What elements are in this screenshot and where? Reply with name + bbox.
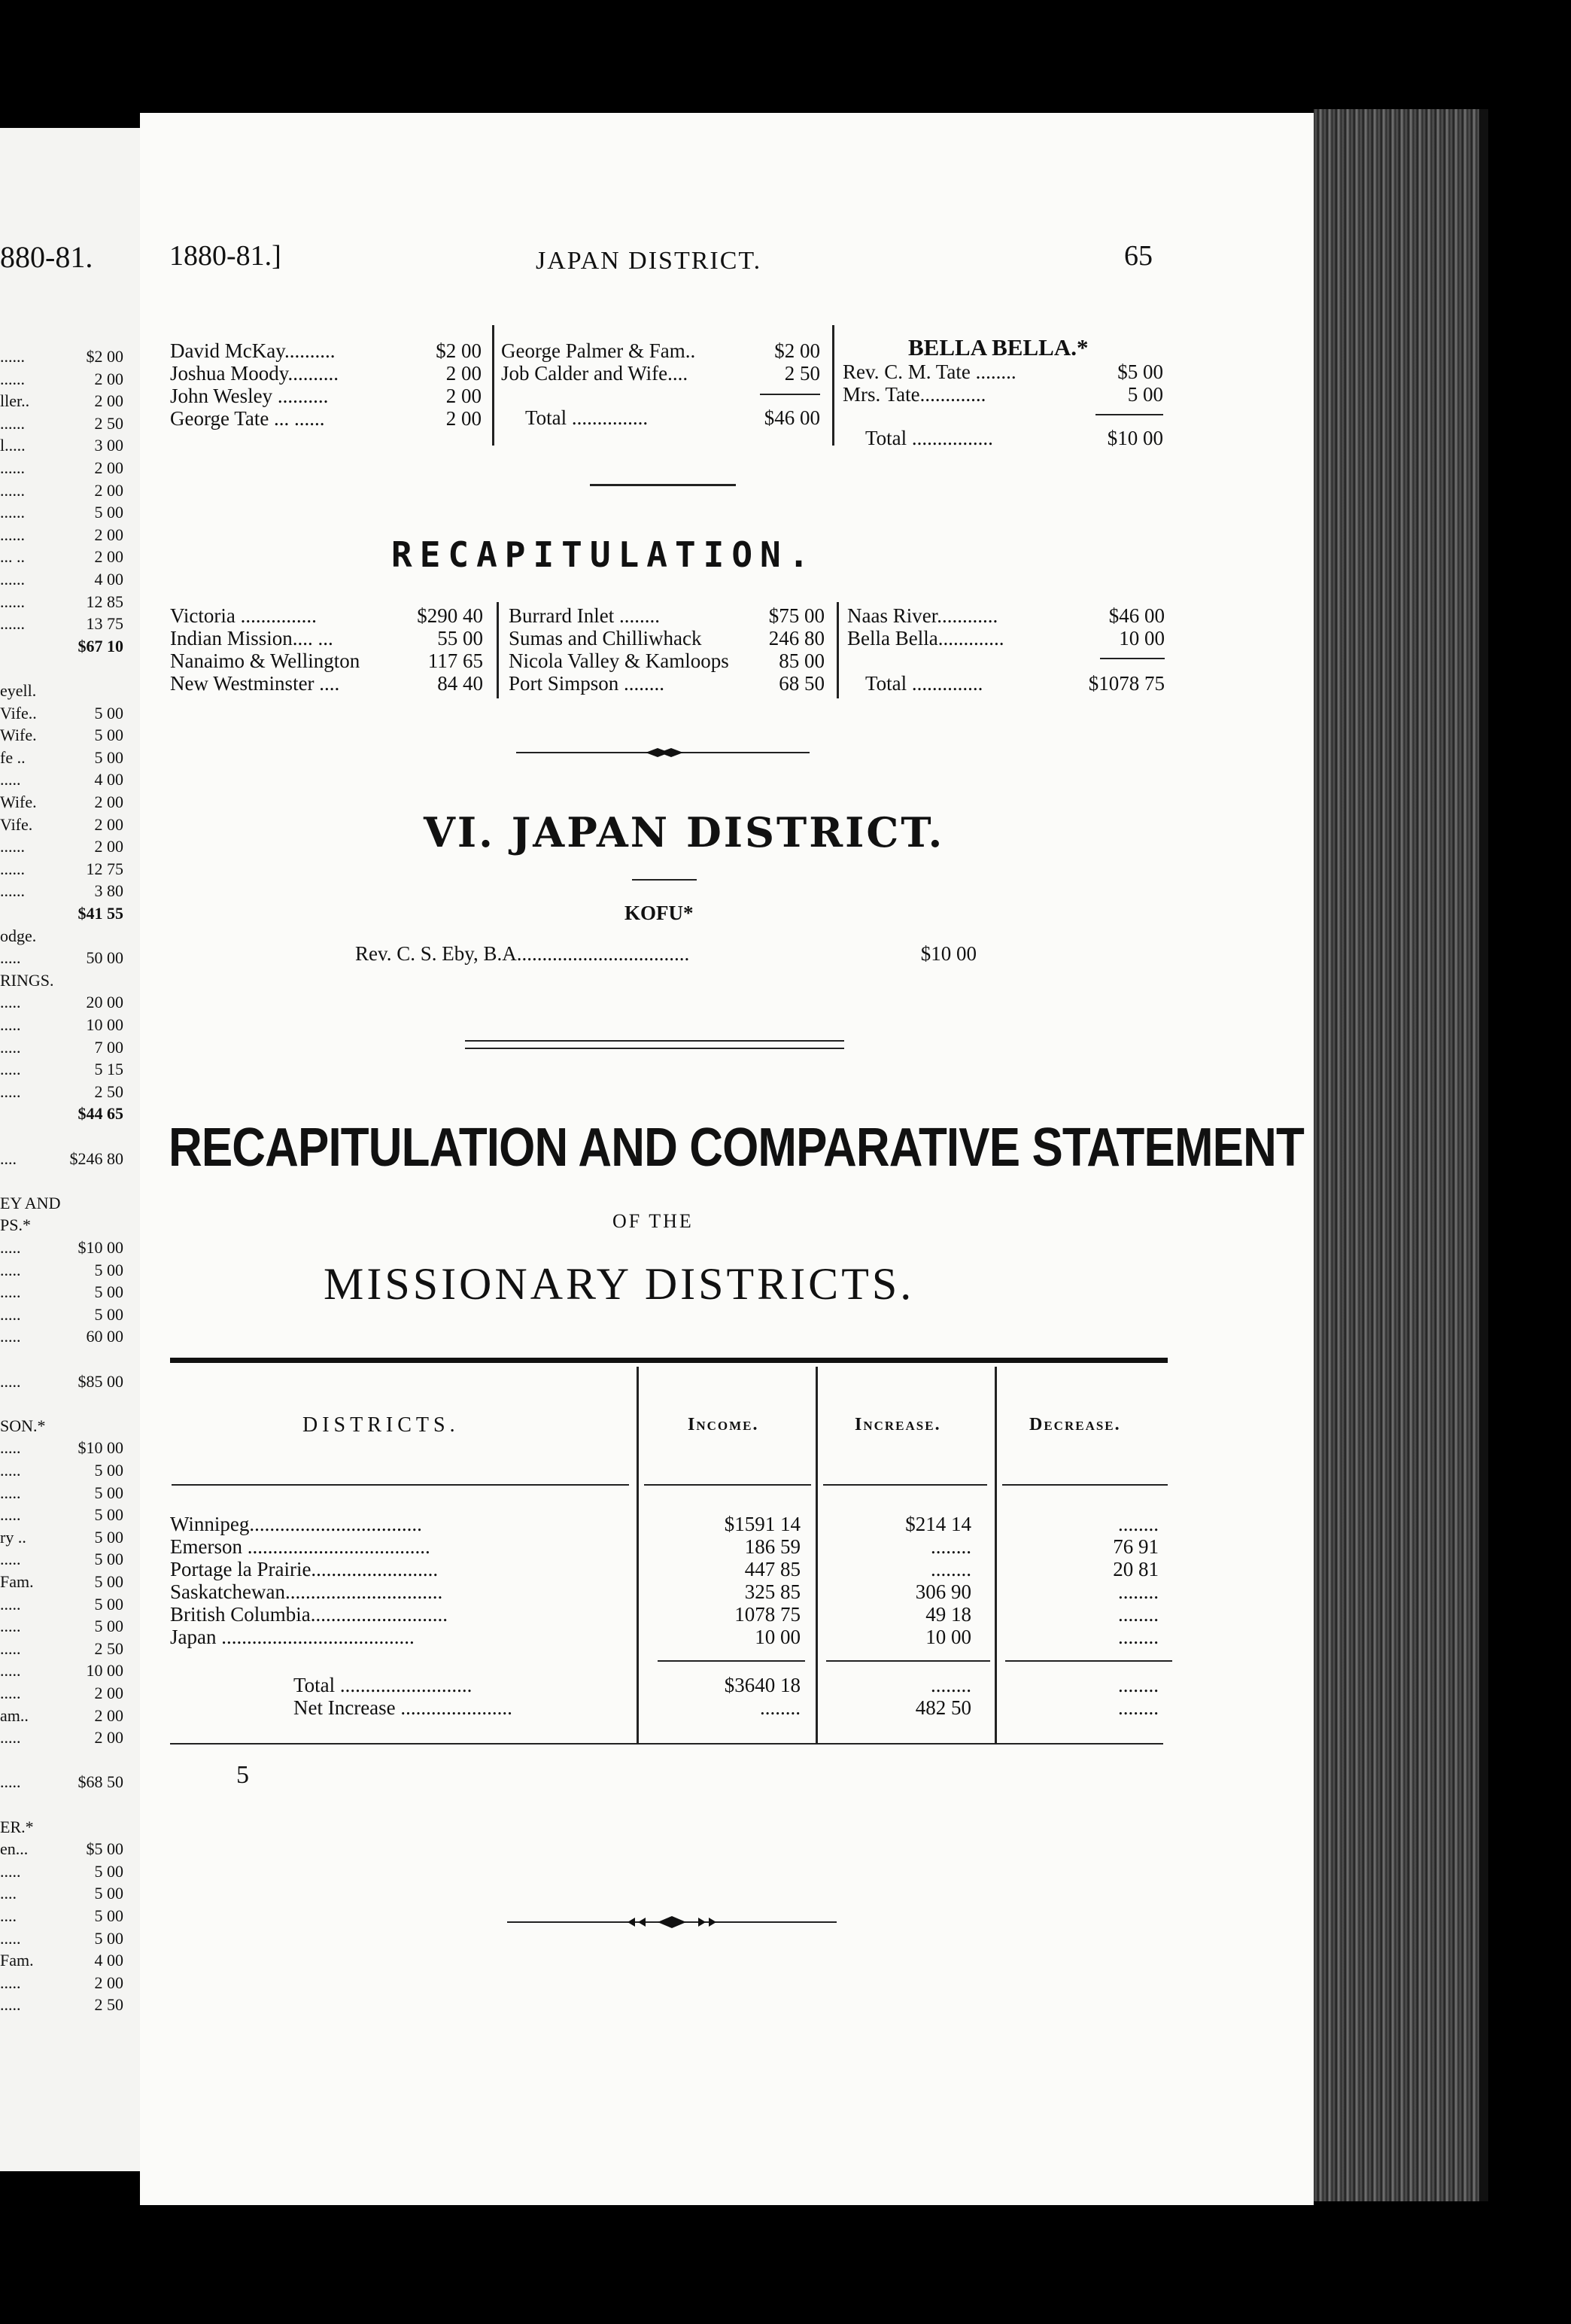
- kofu-heading: KOFU*: [624, 902, 694, 924]
- left-list-item: ..... 5 00: [0, 1617, 123, 1636]
- left-list-item: ...... 4 00: [0, 570, 123, 589]
- left-list-item: EY AND: [0, 1193, 61, 1212]
- table-row: Emerson .................................... 186 59 ........ 76 91: [170, 1535, 1159, 1558]
- left-list-item: eyell.: [0, 681, 37, 700]
- left-list-item: Wife. 5 00: [0, 725, 123, 745]
- column-header-income: Income.: [688, 1415, 759, 1434]
- table-row: Portage la Prairie......................... 447 85 ........ 20 81: [170, 1558, 1159, 1580]
- left-list-item: fe .. 5 00: [0, 747, 123, 767]
- double-rule-bottom: [465, 1048, 844, 1049]
- left-list-item: ..... 5 00: [0, 1861, 123, 1881]
- left-list-item: ..... 7 00: [0, 1037, 123, 1057]
- left-list-item: ...... 13 75: [0, 614, 123, 634]
- left-list-item: Wife. 2 00: [0, 792, 123, 811]
- page-number: 65: [1124, 240, 1153, 272]
- separator-rule: [632, 879, 697, 881]
- table-row: Winnipeg.................................. $1591 14 $214 14 ........: [170, 1513, 1159, 1535]
- header-underline: [644, 1484, 811, 1486]
- statement-of-the: OF THE: [612, 1210, 694, 1232]
- list-item: Sumas and Chilliwhack 246 80: [509, 627, 825, 649]
- left-list-item: ..... $10 00: [0, 1238, 123, 1257]
- left-list-item: ..... 2 00: [0, 1684, 123, 1702]
- subtotal-rule: [1095, 414, 1163, 415]
- left-list-item: ..... 60 00: [0, 1327, 123, 1346]
- left-list-item: ..... 2 00: [0, 1973, 123, 1992]
- left-list-item: [0, 1750, 123, 1771]
- list-item: Indian Mission.... ... 55 00: [170, 627, 483, 649]
- left-list-item: ..... 5 00: [0, 1304, 123, 1324]
- list-item: Burrard Inlet ........ $75 00: [509, 604, 825, 627]
- left-list-item: RINGS.: [0, 970, 54, 990]
- left-list-item: ..... 5 00: [0, 1928, 123, 1948]
- list-item: Rev. C. S. Eby, B.A.................................. $10 00: [355, 942, 977, 965]
- left-list-item: Fam. 5 00: [0, 1572, 123, 1591]
- table-bottom-rule: [170, 1743, 1163, 1745]
- sum-rule: [826, 1660, 990, 1662]
- left-list-item: $41 55: [77, 904, 123, 923]
- sum-rule: [658, 1660, 805, 1662]
- left-list-item: ..... 5 00: [0, 1282, 123, 1302]
- left-list-item: ..... 5 00: [0, 1483, 123, 1502]
- left-list-item: .... $246 80: [0, 1148, 123, 1168]
- left-list-item: PS.*: [0, 1215, 31, 1235]
- left-list-item: ER.*: [0, 1817, 34, 1836]
- list-item: Joshua Moody.......... 2 00: [170, 362, 482, 385]
- book-edge-shadow: [1479, 109, 1488, 2201]
- ornament-divider: [507, 1913, 837, 1931]
- left-list-item: [0, 1126, 123, 1147]
- left-list-item: en... $5 00: [0, 1839, 123, 1859]
- total-row: Total ............... $46 00: [525, 406, 820, 429]
- double-rule-top: [465, 1040, 844, 1042]
- left-list-item: ..... 2 50: [0, 1638, 123, 1658]
- left-list-item: $44 65: [77, 1104, 123, 1124]
- header-underline: [823, 1484, 987, 1486]
- left-list-item: ..... $10 00: [0, 1438, 123, 1458]
- left-list-item: ..... 5 00: [0, 1550, 123, 1569]
- left-list-item: ..... 5 00: [0, 1260, 123, 1279]
- list-item: Nanaimo & Wellington 117 65: [170, 649, 483, 672]
- left-list-item: ..... 50 00: [0, 948, 123, 968]
- list-item: Naas River............ $46 00: [847, 604, 1165, 627]
- list-item: Victoria ............... $290 40: [170, 604, 483, 627]
- left-list-item: ..... 5 15: [0, 1060, 123, 1079]
- left-list-item: .... 5 00: [0, 1906, 123, 1925]
- left-list-item: ...... 12 75: [0, 859, 123, 878]
- left-list-item: ...... 3 80: [0, 881, 123, 901]
- list-item: George Tate ... ...... 2 00: [170, 407, 482, 430]
- left-list-item: [0, 1349, 123, 1370]
- column-divider: [492, 325, 494, 446]
- total-row: Total ................ $10 00: [865, 427, 1163, 449]
- left-list-item: ..... 5 00: [0, 1505, 123, 1525]
- statement-title: RECAPITULATION AND COMPARATIVE STATEMENT: [169, 1118, 1304, 1178]
- left-page: [0, 128, 147, 2171]
- left-list-item: Vife.. 5 00: [0, 703, 123, 722]
- left-list-item: $67 10: [77, 636, 123, 656]
- left-list-item: [0, 658, 123, 679]
- left-list-item: ..... 5 00: [0, 1594, 123, 1614]
- column-header-districts: DISTRICTS.: [302, 1413, 460, 1437]
- left-list-item: ...... $2 00: [0, 347, 123, 366]
- left-list-item: [0, 1170, 123, 1191]
- sum-rule: [1005, 1660, 1172, 1662]
- column-divider: [497, 602, 499, 698]
- list-item: David McKay.......... $2 00: [170, 339, 482, 362]
- header-underline: [172, 1484, 629, 1486]
- running-header-title: JAPAN DISTRICT.: [536, 247, 762, 275]
- list-item: John Wesley .......... 2 00: [170, 385, 482, 407]
- left-list-item: ..... 2 00: [0, 1728, 123, 1748]
- left-list-item: ..... 10 00: [0, 1015, 123, 1034]
- left-list-item: ller.. 2 00: [0, 391, 123, 411]
- table-row: Saskatchewan............................... 325 85 306 90 ........: [170, 1580, 1159, 1603]
- left-list-item: ..... 20 00: [0, 993, 123, 1012]
- subtotal-rule: [760, 394, 820, 395]
- column-header-increase: Increase.: [855, 1415, 941, 1434]
- statement-subtitle: MISSIONARY DISTRICTS.: [324, 1259, 915, 1309]
- list-item: Job Calder and Wife.... 2 50: [501, 362, 820, 385]
- left-list-item: ... .. 2 00: [0, 547, 123, 567]
- ornament-divider: [516, 744, 810, 762]
- table-row: Japan ...................................... 10 00 10 00 ........: [170, 1626, 1159, 1648]
- list-item: Mrs. Tate............. 5 00: [843, 383, 1163, 406]
- header-underline: [1002, 1484, 1168, 1486]
- separator-rule: [590, 484, 736, 486]
- left-list-item: .... 5 00: [0, 1884, 123, 1903]
- bella-bella-heading: BELLA BELLA.*: [908, 334, 1089, 360]
- left-list-item: ...... 2 00: [0, 480, 123, 500]
- list-item: Rev. C. M. Tate ........ $5 00: [843, 360, 1163, 383]
- left-list-item: ..... 5 00: [0, 1461, 123, 1480]
- left-list-item: ..... 2 50: [0, 1081, 123, 1101]
- left-list-item: ..... 10 00: [0, 1661, 123, 1681]
- left-list-item: ...... 2 00: [0, 458, 123, 477]
- left-list-item: Vife. 2 00: [0, 814, 123, 834]
- running-header-year: 1880-81.]: [169, 240, 281, 272]
- left-list-item: ..... $85 00: [0, 1371, 123, 1391]
- left-list-item: ry .. 5 00: [0, 1527, 123, 1547]
- list-item: Bella Bella............. 10 00: [847, 627, 1165, 649]
- recap-title: RECAPITULATION.: [391, 534, 817, 575]
- left-list-item: ...... 2 00: [0, 837, 123, 856]
- japan-district-title: VI. JAPAN DISTRICT.: [424, 808, 945, 856]
- left-list-item: ...... 2 00: [0, 525, 123, 544]
- left-list-item: ...... 5 00: [0, 503, 123, 522]
- left-list-item: [0, 1393, 123, 1414]
- column-header-decrease: Decrease.: [1029, 1415, 1121, 1434]
- list-item: George Palmer & Fam.. $2 00: [501, 339, 820, 362]
- column-divider: [832, 325, 834, 446]
- left-list-item: ...... 2 00: [0, 369, 123, 388]
- signature-mark: 5: [236, 1761, 249, 1789]
- left-list-item: ..... 4 00: [0, 770, 123, 789]
- table-row-total: Total .......................... $3640 18 ........ ........: [293, 1674, 1159, 1696]
- list-item: Port Simpson ........ 68 50: [509, 672, 825, 695]
- table-row-net-increase: Net Increase ...................... ........ 482 50 ........: [293, 1696, 1159, 1719]
- column-divider: [837, 602, 839, 698]
- left-list-item: am.. 2 00: [0, 1705, 123, 1725]
- list-item: Nicola Valley & Kamloops 85 00: [509, 649, 825, 672]
- left-list-item: odge.: [0, 926, 37, 945]
- subtotal-rule: [1100, 658, 1165, 659]
- total-row: Total .............. $1078 75: [865, 672, 1165, 695]
- left-list-item: ..... 2 50: [0, 1995, 123, 2015]
- table-top-rule: [170, 1358, 1168, 1363]
- left-list-item: Fam. 4 00: [0, 1951, 123, 1970]
- left-list-item: ..... $68 50: [0, 1772, 123, 1792]
- left-list-item: ...... 12 85: [0, 592, 123, 611]
- left-list-item: SON.*: [0, 1416, 46, 1435]
- left-list-item: l..... 3 00: [0, 436, 123, 455]
- left-page-header: 880-81.: [0, 240, 93, 274]
- book-edge: [1314, 109, 1479, 2201]
- list-item: New Westminster .... 84 40: [170, 672, 483, 695]
- left-list-item: [0, 1794, 123, 1815]
- left-list-item: ...... 2 50: [0, 413, 123, 433]
- table-row: British Columbia........................... 1078 75 49 18 ........: [170, 1603, 1159, 1626]
